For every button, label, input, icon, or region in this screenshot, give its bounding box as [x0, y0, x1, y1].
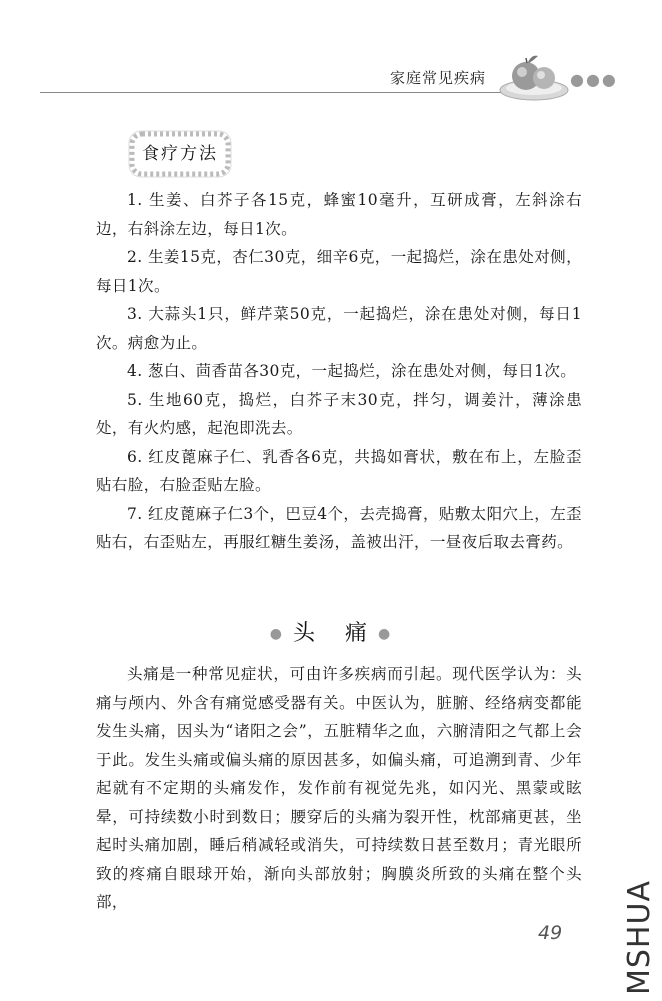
watermark-logo: MSHUA — [622, 880, 657, 995]
recipe-item: 2. 生姜15克，杏仁30克，细辛6克，一起捣烂，涂在患处对侧，每日1次。 — [96, 248, 582, 295]
section-badge — [126, 128, 234, 180]
intro-paragraph: 头痛是一种常见症状，可由许多疾病而引起。现代医学认为：头痛与颅内、外含有痛觉感受器有关。中医认为，脏腑、经络病变都能发生头痛，因头为“诸阳之会”，五脏精华之血，六腑清阳之气都上会于此。发生头痛或偏头痛的原因甚多，如偏头痛，可追溯到青、少年起就有不定期的头痛发作，发作前有视觉先兆，如闪光、黑蒙或眩晕，可持续数小时到数日；腰穿后的头痛为裂开性，枕部痛更甚，坐起时头痛加剧，睡后稍减轻或消失，可持续数日甚至数月；青光眼所致的疼痛自眼球开始，渐向头部放射；胸膜炎所致的头痛在整个头部， — [96, 665, 582, 911]
section-badge-label: 食疗方法 — [142, 144, 218, 164]
section-title — [0, 616, 662, 647]
recipe-item: 3. 大蒜头1只，鲜芹菜50克，一起捣烂，涂在患处对侧，每日1次。病愈为止。 — [96, 305, 582, 352]
recipe-item: 5. 生地60克，捣烂，白芥子末30克，拌匀，调姜汁，薄涂患处，有火灼感，起泡即洗去。 — [96, 390, 582, 437]
running-head: 家庭常见疾病 — [390, 69, 487, 87]
recipe-item: 4. 葱白、茴香苗各30克，一起捣烂，涂在患处对侧，每日1次。 — [127, 362, 577, 380]
title-char: 头 — [292, 621, 317, 646]
title-dot-icon: ● — [269, 626, 284, 642]
recipe-list — [96, 186, 582, 557]
recipe-item: 1. 生姜、白芥子各15克，蜂蜜10毫升，互研成膏，左斜涂右边，右斜涂左边，每日1次。 — [96, 191, 582, 238]
apple-icon — [498, 50, 570, 102]
title-char: 痛 — [345, 621, 370, 646]
recipe-item: 6. 红皮蓖麻子仁、乳香各6克，共捣如膏状，敷在布上，左脸歪贴右脸，右脸歪贴左脸。 — [96, 447, 582, 494]
intro-section — [96, 660, 582, 917]
header-rule — [40, 92, 510, 93]
recipe-item: 7. 红皮蓖麻子仁3个，巴豆4个，去壳捣膏，贴敷太阳穴上，左歪贴右，右歪贴左，再服红糖生姜汤，盖被出汗，一昼夜后取去膏药。 — [96, 504, 582, 551]
page-number: 49 — [538, 922, 563, 944]
title-dot-icon: ● — [378, 626, 393, 642]
decorative-dots: ●●● — [570, 70, 618, 89]
